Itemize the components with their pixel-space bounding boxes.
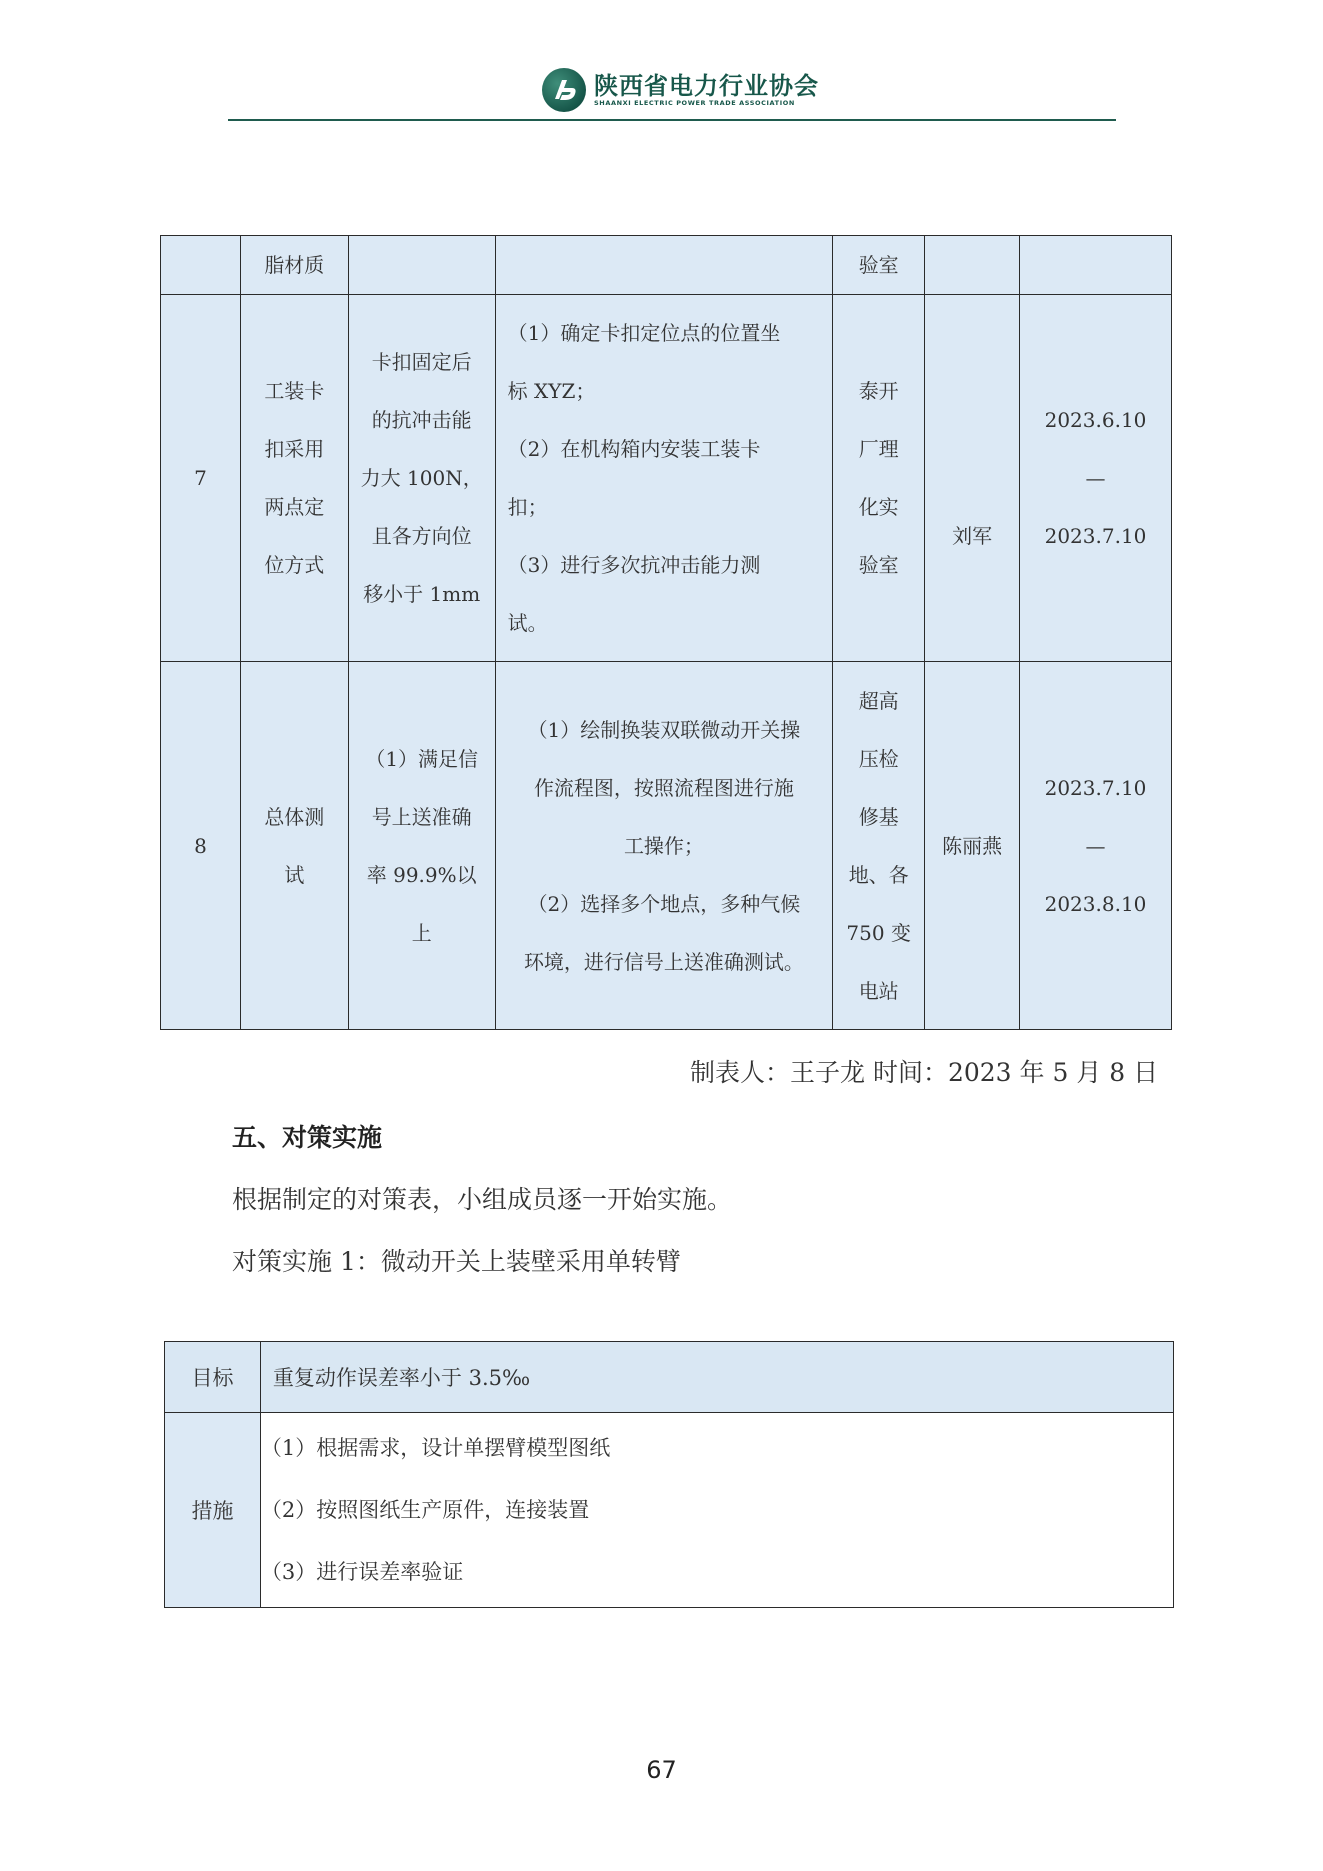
- list-item: （1）根据需求，设计单摆臂模型图纸: [260, 1436, 611, 1460]
- goal-label: 目标: [165, 1342, 261, 1413]
- paragraph: 对策实施 1：微动开关上装壁采用单转臂: [232, 1247, 681, 1276]
- steps-cell: （1）确定卡扣定位点的位置坐 标 XYZ； （2）在机构箱内安装工装卡 扣； （3）进行多次抗冲击能力测 试。: [495, 295, 833, 662]
- association-logo: [542, 68, 819, 112]
- steps-cell: （1）绘制换装双联微动开关操 作流程图，按照流程图进行施 工操作； （2）选择多个地点，多种气候 环境，进行信号上送准确测试。: [495, 662, 833, 1030]
- target-cell: （1）满足信 号上送准确 率 99.9%以 上: [348, 662, 495, 1030]
- row-number: 8: [161, 662, 241, 1030]
- paragraph: 根据制定的对策表，小组成员逐一开始实施。: [232, 1185, 733, 1214]
- location-cell: 超高 压检 修基 地、各 750 变 电站: [833, 662, 925, 1030]
- logo-emblem-icon: [542, 68, 586, 112]
- goal-value: 重复动作误差率小于 3.5‰: [260, 1342, 1173, 1413]
- implementation-table: [164, 1341, 1174, 1608]
- table-row: [161, 295, 1172, 662]
- measure-label: 措施: [165, 1413, 261, 1608]
- time-cell: 2023.7.10 — 2023.8.10: [1020, 662, 1172, 1030]
- row-number: 7: [161, 295, 241, 662]
- table-row: [165, 1342, 1174, 1413]
- page-header: [228, 60, 1116, 122]
- page-number: 67: [646, 1756, 677, 1784]
- measure-cell: 总体测 试: [240, 662, 348, 1030]
- measure-cell: 工装卡 扣采用 两点定 位方式: [240, 295, 348, 662]
- countermeasure-table: [160, 235, 1172, 1030]
- table-row: [161, 662, 1172, 1030]
- org-name-cn: 陕西省电力行业协会: [594, 72, 819, 100]
- list-item: （2）按照图纸生产原件，连接装置: [260, 1498, 590, 1522]
- location-cell: 验室: [833, 236, 925, 295]
- table-row: [161, 236, 1172, 295]
- org-name-en: SHAANXI ELECTRIC POWER TRADE ASSOCIATION: [594, 99, 795, 107]
- list-item: （3）进行误差率验证: [260, 1560, 464, 1584]
- person-cell: 陈丽燕: [925, 662, 1020, 1030]
- time-cell: 2023.6.10 — 2023.7.10: [1020, 295, 1172, 662]
- table-row: [165, 1413, 1174, 1608]
- header-divider: [228, 119, 1116, 121]
- section-title: 五、对策实施: [232, 1123, 383, 1152]
- target-cell: 卡扣固定后 的抗冲击能 力大 100N， 且各方向位 移小于 1mm: [348, 295, 495, 662]
- table-signature: 制表人：王子龙 时间：2023 年 5 月 8 日: [690, 1058, 1159, 1087]
- measure-list: [260, 1413, 1173, 1608]
- person-cell: 刘军: [925, 295, 1020, 662]
- measure-cell: 脂材质: [240, 236, 348, 295]
- location-cell: 泰开 厂理 化实 验室: [833, 295, 925, 662]
